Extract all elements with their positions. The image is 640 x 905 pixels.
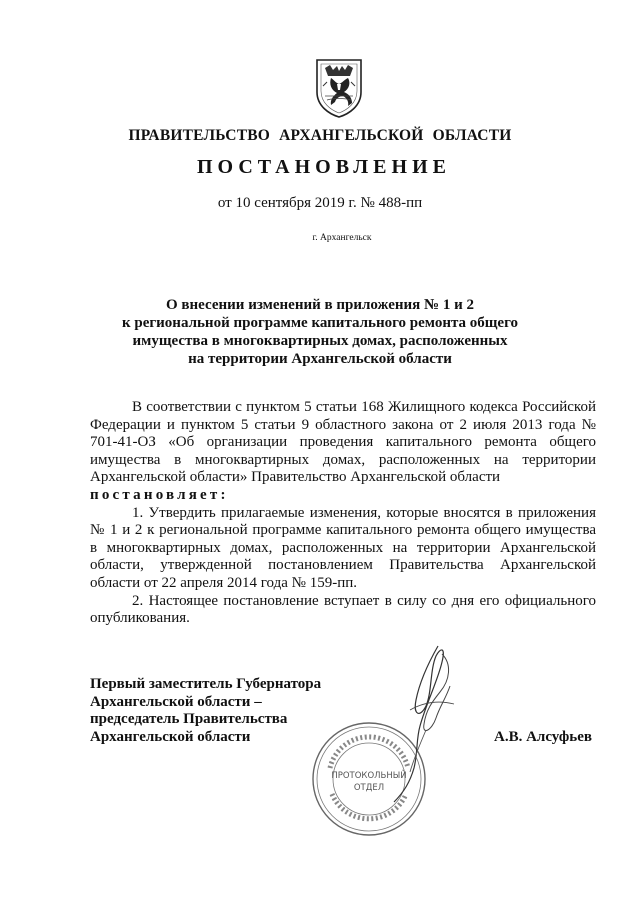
decree-word-paragraph [90,487,596,505]
document-city: г. Архангельск [312,233,372,243]
document-date-number: от 10 сентября 2019 г. № 488-пп [217,195,423,211]
government-title: ПРАВИТЕЛЬСТВО АРХАНГЕЛЬСКОЙ ОБЛАСТИ [128,127,512,144]
document-subject [0,296,640,368]
subject-line: к региональной программе капитального ремонта общего [121,315,519,331]
signatory-position [90,676,321,746]
preamble-paragraph [90,399,596,487]
item-2-paragraph: 2. Настоящее постановление вступает в силу со дня его официального опубликования. [90,592,596,627]
preamble-text: В соответствии с пунктом 5 статьи 168 Жилищного кодекса Российской Федерации и пунктом 5 статьи 9 областного закона от 2 июля 2013 года № 701-41-ОЗ «Об организации проведения капитального ремонта общего имущества в многоквартирных домах, расположенных на территории Архангельской области» Правительство Архангельской области [90,399,596,486]
subject-line: имущества в многоквартирных домах, расположенных [132,333,508,349]
position-line: председатель Правительства [90,711,288,728]
position-line: Первый заместитель Губернатора [90,676,322,692]
signatory-name: А.В. Алсуфьев [494,729,592,745]
handwritten-signature [380,640,480,810]
coat-of-arms-emblem [313,56,365,118]
item-1-paragraph: 1. Утвердить прилагаемые изменения, которые вносятся в приложения № 1 и 2 к региональной программе капитального ремонта общего имущества в многоквартирных домах, расположенных на территории Архангельской области, утвержденной постановлением Правительства Архангельской области от 22 апреля 2014 года № 159-пп. [90,504,596,591]
subject-line: на территории Архангельской области [188,351,452,367]
position-line: Архангельской области – [90,693,262,710]
position-line: Архангельской области [90,728,251,745]
document-type-title: ПОСТАНОВЛЕНИЕ [197,156,451,178]
svg-text:ОТДЕЛ: ОТДЕЛ [353,783,385,793]
svg-text:ПРОТОКОЛЬНЫЙ: ПРОТОКОЛЬНЫЙ [331,771,407,781]
subject-line: О внесении изменений в приложения № 1 и 2 [166,297,474,313]
document-body [90,399,596,628]
decree-word: постановляет: [90,486,229,503]
